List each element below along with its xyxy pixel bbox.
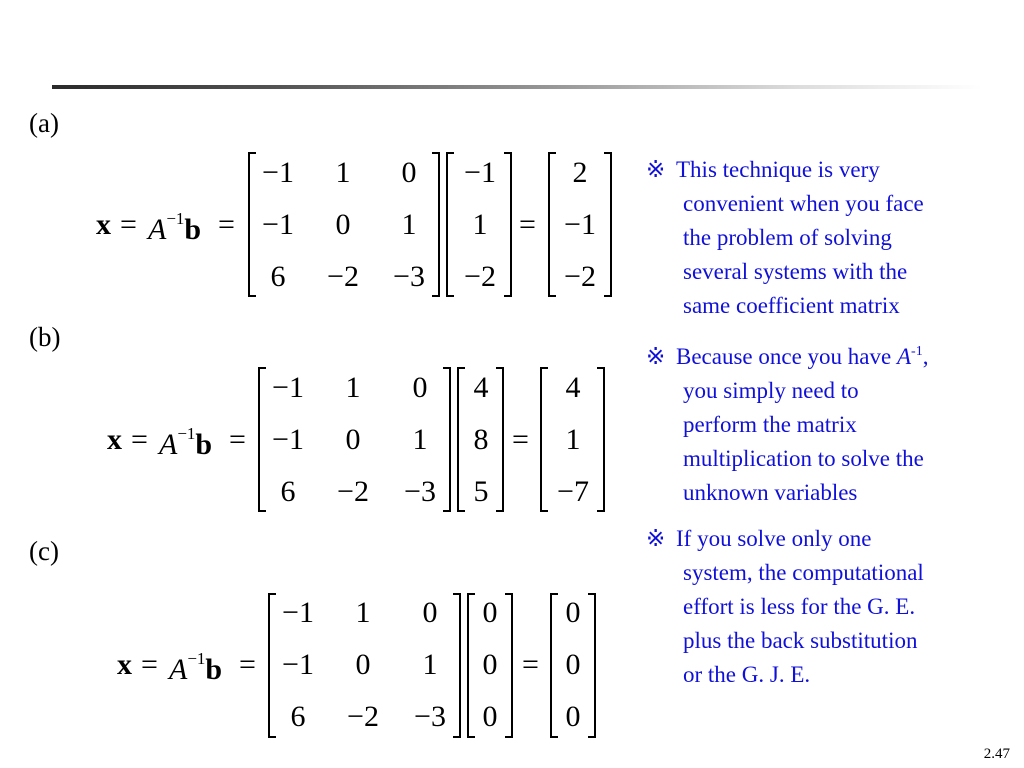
- b-vector-cell: −1: [464, 156, 496, 189]
- solution-cell: −1: [564, 208, 596, 241]
- solution-cell: 2: [572, 156, 588, 189]
- inverse-exponent: −1: [187, 649, 206, 668]
- b-vector-cell: 0: [482, 596, 498, 629]
- note-text: Because once you have: [676, 344, 897, 369]
- note-line: This technique is very: [676, 157, 880, 182]
- equals-sign: =: [120, 208, 137, 241]
- note-line: several systems with the: [683, 259, 908, 284]
- equals-sign: =: [218, 208, 235, 241]
- inverse-exponent: −1: [177, 424, 196, 443]
- note-line: or the G. J. E.: [683, 662, 811, 687]
- inverse-term: [159, 425, 212, 460]
- x-vector-symbol: x: [117, 648, 132, 681]
- b-right-bracket: [496, 367, 504, 512]
- matrix-cell: 0: [345, 423, 361, 456]
- notes-column: [646, 153, 1016, 704]
- matrix-cell: −1: [262, 208, 294, 241]
- matrix-cell: 6: [270, 260, 286, 293]
- note-first-line: [646, 153, 1016, 187]
- matrix-cell: −2: [347, 700, 379, 733]
- note-reuse-inverse: [646, 153, 1016, 323]
- matrix-cell: 1: [345, 371, 361, 404]
- solution-cell: 0: [565, 648, 581, 681]
- matrix-cell: −3: [414, 700, 446, 733]
- b-vector-cell: −2: [464, 260, 496, 293]
- part-label-c: (c): [29, 536, 59, 566]
- note-line: multiplication to solve the: [683, 446, 924, 471]
- x-right-bracket: [604, 152, 612, 297]
- reference-mark-icon: ※: [646, 157, 666, 182]
- note-line: the problem of solving: [683, 225, 892, 250]
- b-vector-cell: 0: [482, 700, 498, 733]
- x-vector-symbol: x: [107, 423, 122, 456]
- reference-mark-icon: ※: [646, 526, 666, 551]
- solution-cell: −7: [557, 475, 589, 508]
- equation-a: [96, 150, 636, 300]
- note-line: system, the computational: [683, 560, 924, 585]
- matrix-cell: 1: [412, 423, 428, 456]
- b-vector-symbol: b: [195, 428, 213, 461]
- note-line: unknown variables: [683, 480, 858, 505]
- matrix-right-bracket: [443, 367, 451, 512]
- b-right-bracket: [505, 593, 513, 738]
- matrix-cell: 0: [335, 208, 351, 241]
- matrix-symbol-a: A: [159, 428, 178, 461]
- equation-b: [107, 363, 647, 513]
- part-label-b: (b): [29, 322, 61, 352]
- matrix-symbol-a: A: [169, 653, 188, 686]
- matrix-cell: −1: [282, 596, 314, 629]
- matrix-cell: 1: [422, 648, 438, 681]
- note-exponent: -1: [911, 344, 923, 359]
- matrix-cell: 6: [290, 700, 306, 733]
- solution-cell: −2: [564, 260, 596, 293]
- matrix-cell: 0: [422, 596, 438, 629]
- inverse-term: [148, 210, 201, 245]
- inverse-exponent: −1: [166, 209, 185, 228]
- note-line: you simply need to: [683, 378, 859, 403]
- solution-cell: 0: [565, 596, 581, 629]
- matrix-cell: −3: [404, 475, 436, 508]
- b-right-bracket: [504, 152, 512, 297]
- b-vector-cell: 0: [482, 648, 498, 681]
- b-vector-symbol: b: [205, 653, 223, 686]
- part-label-a: (a): [29, 108, 59, 138]
- matrix-symbol-a: A: [148, 213, 167, 246]
- matrix-right-bracket: [453, 593, 461, 738]
- matrix-right-bracket: [432, 152, 440, 297]
- equals-sign: =: [512, 423, 529, 456]
- matrix-cell: 1: [355, 596, 371, 629]
- equation-c: [117, 590, 657, 740]
- solution-cell: 4: [565, 371, 581, 404]
- b-vector-symbol: b: [184, 213, 202, 246]
- inverse-term: [169, 650, 222, 685]
- page-number: 2.47: [983, 746, 1010, 762]
- matrix-cell: 1: [335, 156, 351, 189]
- note-variable: A: [896, 344, 912, 369]
- note-line: If you solve only one: [676, 526, 872, 551]
- b-vector-cell: 1: [472, 208, 488, 241]
- matrix-cell: 0: [355, 648, 371, 681]
- b-vector-cell: 4: [473, 371, 489, 404]
- matrix-cell: −2: [327, 260, 359, 293]
- matrix-cell: 1: [401, 208, 417, 241]
- note-line: same coefficient matrix: [683, 293, 900, 318]
- reference-mark-icon: ※: [646, 344, 666, 369]
- note-matrix-multiplication: [646, 335, 1016, 510]
- note-text: ,: [922, 344, 929, 369]
- matrix-cell: −1: [262, 156, 294, 189]
- matrix-cell: −1: [272, 371, 304, 404]
- equals-sign: =: [141, 648, 158, 681]
- note-computational-effort: [646, 522, 1016, 692]
- equals-sign: =: [239, 648, 256, 681]
- matrix-cell: 6: [280, 475, 296, 508]
- note-first-line: [646, 522, 1016, 556]
- note-line: effort is less for the G. E.: [683, 594, 916, 619]
- matrix-cell: −3: [393, 260, 425, 293]
- note-line: perform the matrix: [683, 412, 857, 437]
- note-line: plus the back substitution: [683, 628, 918, 653]
- matrix-cell: 0: [412, 371, 428, 404]
- matrix-cell: −2: [337, 475, 369, 508]
- equals-sign: =: [522, 648, 539, 681]
- matrix-cell: −1: [282, 648, 314, 681]
- matrix-cell: 0: [401, 156, 417, 189]
- equals-sign: =: [131, 423, 148, 456]
- x-vector-symbol: x: [96, 208, 111, 241]
- b-vector-cell: 5: [473, 475, 489, 508]
- equals-sign: =: [519, 208, 536, 241]
- solution-cell: 0: [565, 700, 581, 733]
- note-first-line: [646, 335, 1016, 374]
- b-vector-cell: 8: [473, 423, 489, 456]
- equals-sign: =: [229, 423, 246, 456]
- title-rule: [52, 85, 982, 89]
- matrix-cell: −1: [272, 423, 304, 456]
- note-line: convenient when you face: [683, 191, 924, 216]
- x-right-bracket: [588, 593, 596, 738]
- x-right-bracket: [597, 367, 605, 512]
- solution-cell: 1: [565, 423, 581, 456]
